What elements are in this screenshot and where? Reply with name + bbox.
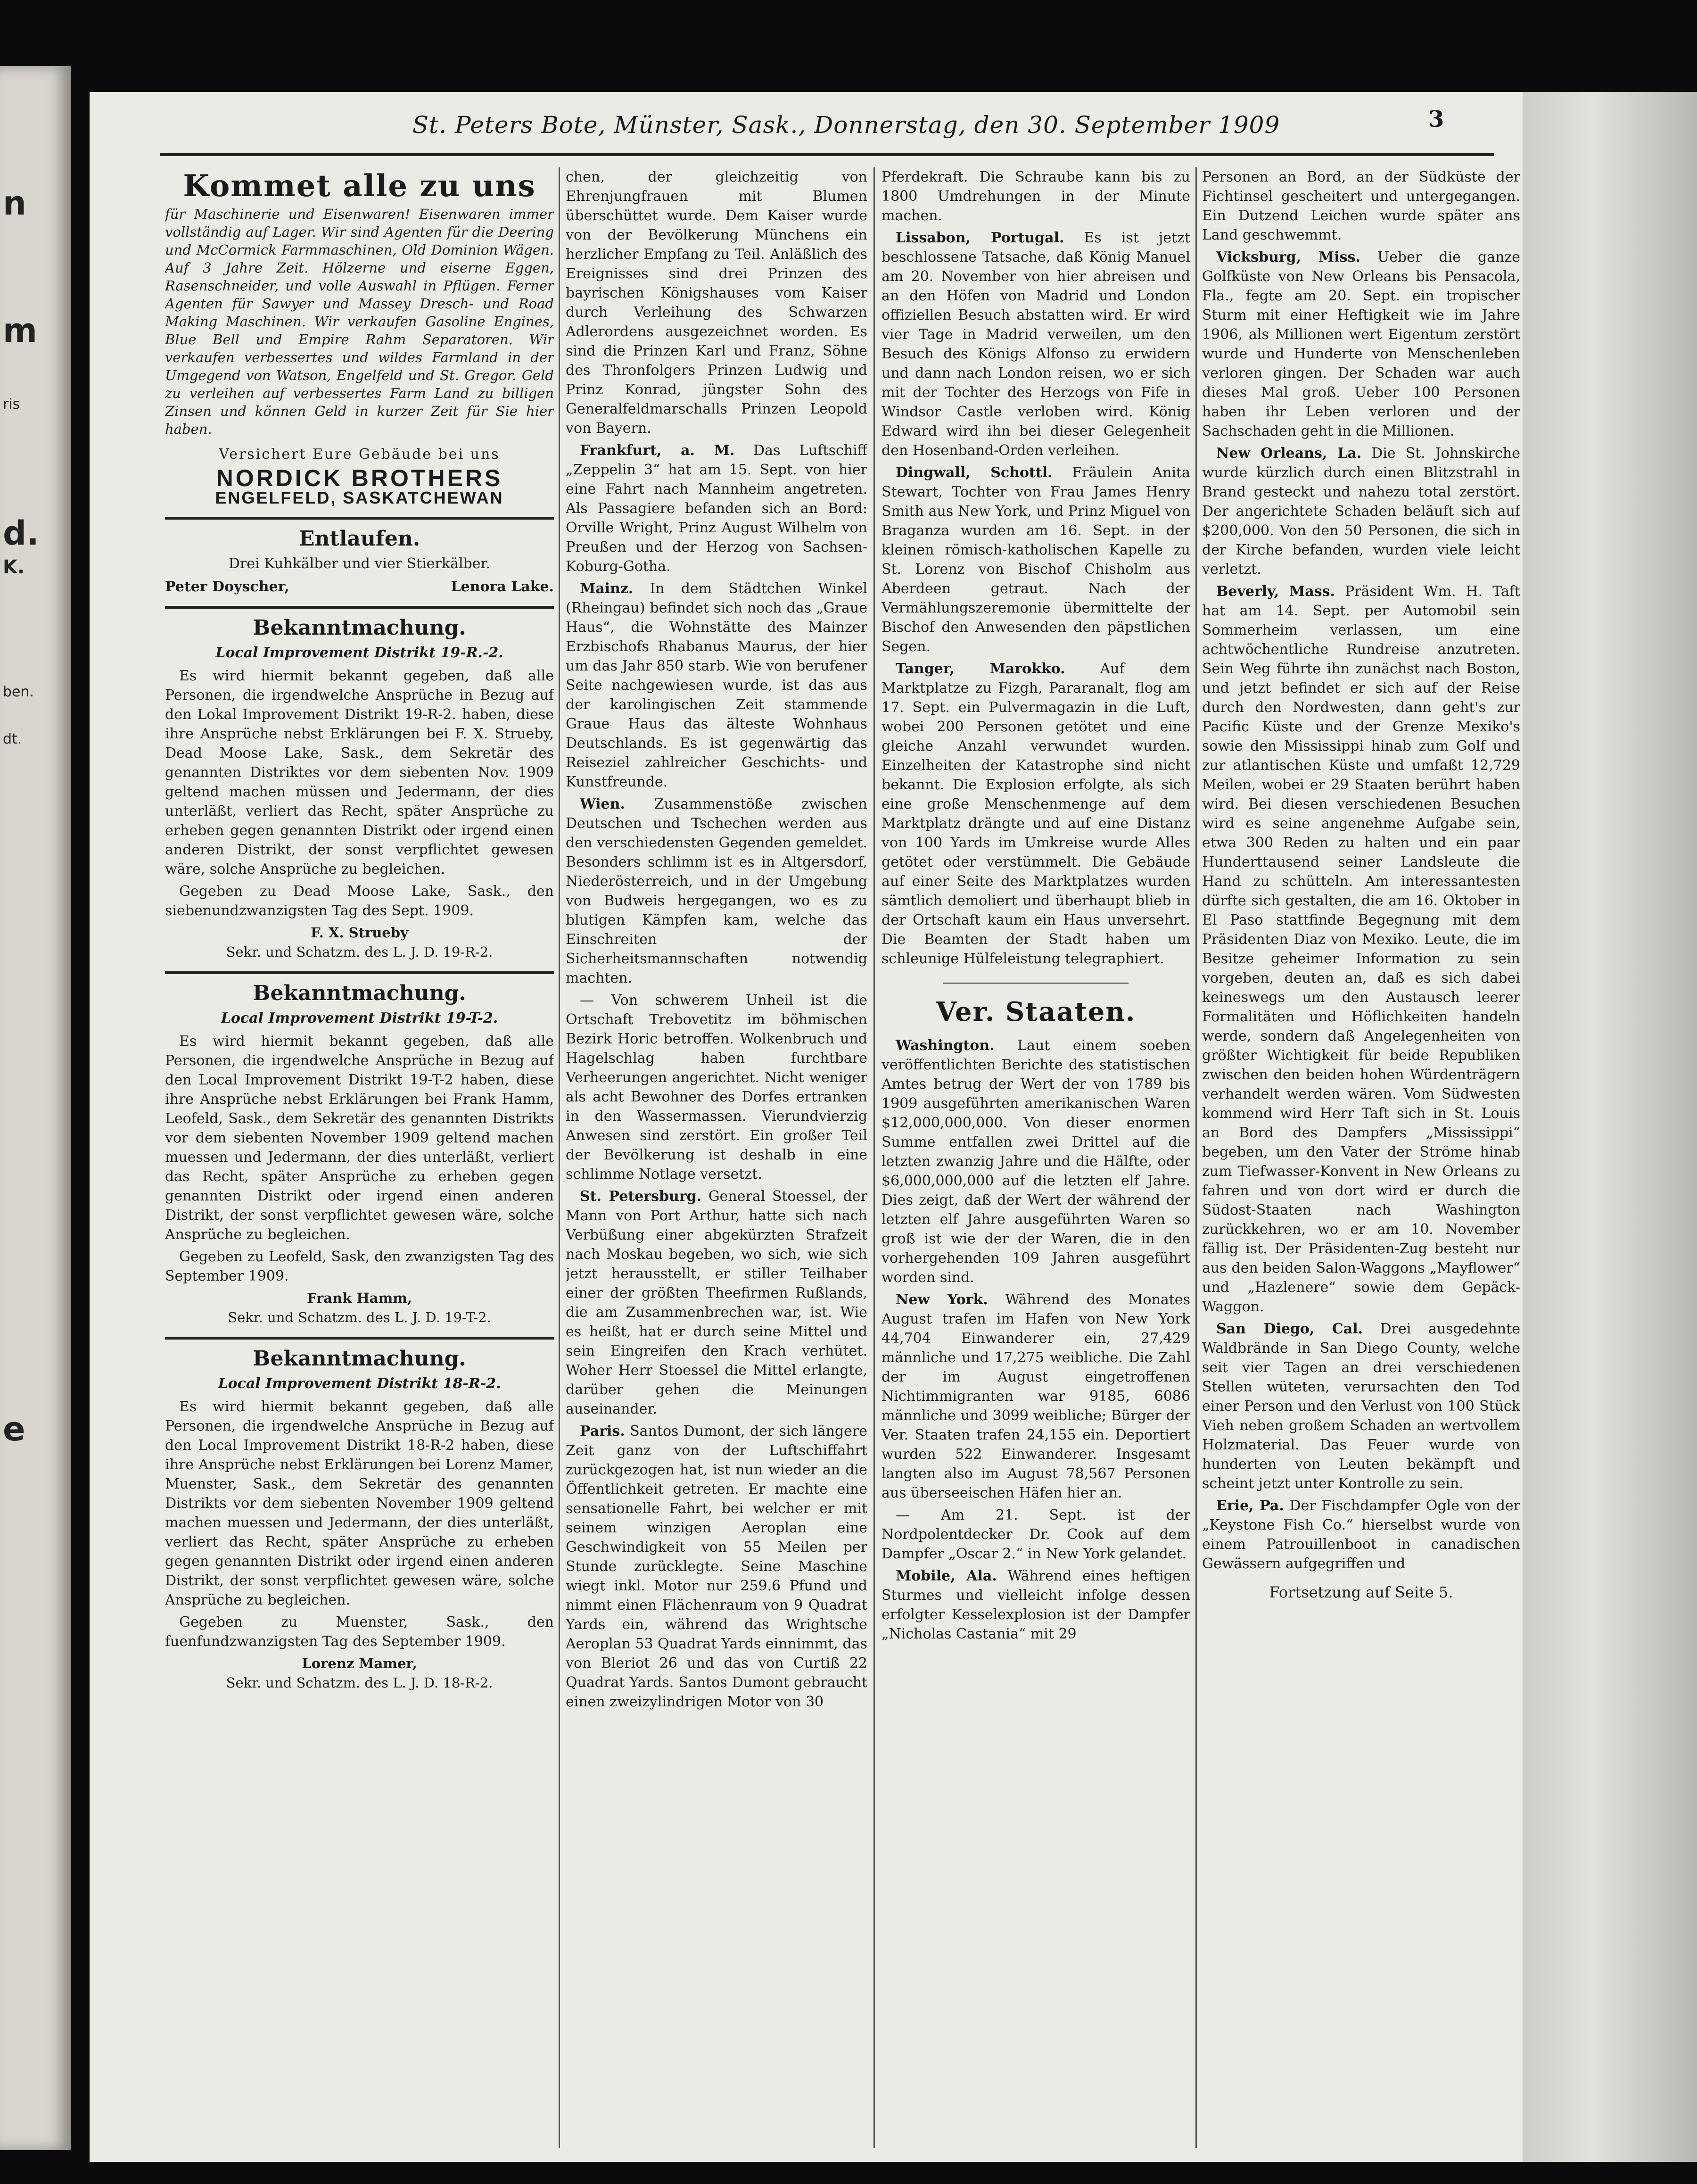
section-rule — [165, 606, 554, 609]
dateline: St. Petersburg. — [580, 1188, 702, 1205]
strip-fragment: e — [3, 1410, 25, 1448]
article-text: Während eines heftigen Sturmes und vielleicht infolge dessen erfolgter Kesselexplosion ist der Dampfer „Nicholas Castania“ mit 29 — [881, 1568, 1190, 1642]
notice-role: Sekr. und Schatzm. des L. J. D. 19-R-2. — [226, 944, 493, 960]
notice-given: Gegeben zu Muenster, Sask., den fuenfundzwanzigsten Tag des September 1909. — [165, 1614, 554, 1650]
notice-body: Es wird hiermit bekannt gegeben, daß alle Personen, die irgendwelche Ansprüche in Bezug auf den Local Improvement Distrikt 19-T-2 haben, diese ihre Ansprüche nebst Erklärungen bei Frank Hamm, Leofeld, Sask., dem Sekretär des genannten Distrikts vor dem siebenten November 1909 geltend machen muessen und Jedermann, der dies unterläßt, verliert das Recht, später Ansprüche zu erheben gegen genannten Distrikt oder irgend einen anderen Distrikt, der sonst verpflichtet gewesen wäre, solche Ansprüche zu begleichen. — [165, 1033, 554, 1243]
dateline: Wien. — [580, 796, 625, 812]
article-paragraph — [1202, 248, 1520, 441]
article-paragraph — [566, 1187, 867, 1419]
dateline: Washington. — [896, 1037, 995, 1054]
column-rule — [559, 167, 560, 2148]
notice-signature: F. X. Strueby — [311, 925, 408, 941]
article-paragraph — [881, 659, 1190, 968]
notice-given: Gegeben zu Dead Moose Lake, Sask., den siebenundzwanzigsten Tag des Sept. 1909. — [165, 883, 554, 919]
notice-title: Bekanntmachung. — [253, 981, 466, 1005]
advertisement — [165, 167, 554, 507]
notice-subtitle: Local Improvement Distrikt 18-R-2. — [218, 1375, 501, 1392]
page-number: 3 — [1428, 106, 1444, 132]
strip-fragment: n — [3, 184, 26, 223]
notice-signature: Frank Hamm, — [306, 1290, 412, 1306]
section-rule — [165, 971, 554, 974]
article-text: Es ist jetzt beschlossene Tatsache, daß König Manuel am 20. November von hier abreisen und an den Höfen von Madrid und London offiziellen Besuch abstatten wird. Er wird vier Tage in Madrid verweilen, um den Besuch des Königs Alfonso zu erwidern und dann nach London reisen, wo er sich mit der Tochter des Herzogs von Fife in Windsor Castle verloben wird. König Edward wird ihn bei dieser Gelegenheit den Hosenband-Orden verleihen. — [881, 230, 1190, 459]
page-edge — [1523, 92, 1697, 2162]
column-1 — [165, 167, 554, 2148]
ad-title: Kommet alle zu uns — [183, 168, 536, 204]
article-paragraph — [1202, 582, 1520, 1316]
strip-fragment: K. — [3, 556, 25, 578]
article-paragraph — [1202, 444, 1520, 579]
section-rule — [165, 517, 554, 520]
column-4 — [1202, 167, 1520, 2148]
continued-note: Fortsetzung auf Seite 5. — [1269, 1583, 1453, 1601]
dateline: Mainz. — [580, 580, 634, 597]
article-text: Santos Dumont, der sich längere Zeit ganz von der Luftschiffahrt zurückgezogen hat, ist nun wieder an die Öffentlichkeit getreten. Er machte eine sensationelle Fahrt, bei welcher er mit seinem winzigen Aeroplan eine Geschwindigkeit von 55 Meilen per Stunde zurücklegte. Seine Maschine wiegt inkl. Motor nur 259.6 Pfund und nimmt einen Flächenraum von 9 Quadrat Yards ein, während das Wrightsche Aeroplan 53 Quadrat Yards einnimmt, das von Bleriot 26 und das von Curtiß 22 Quadrat Yards. Santos Dumont gebraucht einen zweizylindrigen Motor von 30 — [566, 1423, 867, 1710]
dateline: Erie, Pa. — [1216, 1497, 1284, 1514]
article-text: Ueber die ganze Golfküste von New Orleans bis Pensacola, Fla., fegte am 20. Sept. ein tropischer Sturm mit einer Heftigkeit wie im Jahre 1906, als Millionen wert Eigentum zerstört wurde und Hunderte von Menschenleben verloren gingen. Der Schaden war auch dieses Mal groß. Ueber 100 Personen haben ihr Leben verloren und der Sachschaden geht in die Millionen. — [1202, 249, 1520, 439]
notice-signature: Lorenz Mamer, — [302, 1655, 417, 1671]
notice-name: Peter Doyscher, — [165, 579, 289, 595]
masthead: St. Peters Bote, Münster, Sask., Donnerstag, den 30. September 1909 — [412, 111, 1280, 139]
dateline: Tanger, Marokko. — [896, 661, 1065, 677]
notice-subtitle: Local Improvement Distrikt 19-T-2. — [221, 1010, 498, 1026]
article-paragraph — [566, 794, 867, 988]
dateline: Mobile, Ala. — [896, 1568, 997, 1584]
article-text: Zusammenstöße zwischen Deutschen und Tschechen werden aus den verschiedensten Gegenden gemeldet. Besonders schlimm ist es in Altgersdorf, Niederösterreich, und in der Umgebung von Budweis hergegangen, wo es zu blutigen Kämpfen kam, welche das Einschreiten der Sicherheitsmannschaften notwendig machten. — [566, 796, 867, 986]
article-paragraph — [881, 1036, 1190, 1287]
column-rule — [873, 167, 875, 2148]
article-paragraph — [881, 1566, 1190, 1644]
article-text: Drei ausgedehnte Waldbrände in San Diego County, welche seit vier Tagen an drei verschiedenen Stellen wüteten, verursachten den Tod einer Person und den Verlust von 100 Stück Vieh neben großem Schaden an wertvollem Holzmaterial. Das Feuer wurde von hunderten von Leuten bekämpft und scheint jetzt unter Kontrolle zu sein. — [1202, 1321, 1520, 1492]
article-text: Fräulein Anita Stewart, Tochter von Frau James Henry Smith aus New York, und Prinz Miguel von Braganza wurden am 16. Sept. in der kleinen römisch-katholischen Kapelle zu St. Lorenz von Bischof Chisholm aus Aberdeen getraut. Nach der Vermählungszeremonie übermittelte der Bischof den Anwesenden den päpstlichen Segen. — [881, 464, 1190, 655]
column-rule — [1195, 167, 1197, 2148]
article-paragraph — [566, 579, 867, 792]
article-text: Das Luftschiff „Zeppelin 3“ hat am 15. Sept. von hier eine Fahrt nach Mannheim angetreten. Als Passagiere befanden sich an Bord: Orville Wright, Prinz August Wilhelm von Preußen und der Herzog von Sachsen-Koburg-Gotha. — [566, 442, 867, 575]
column-2 — [566, 167, 867, 2148]
article-paragraph: Pferdekraft. Die Schraube kann bis zu 1800 Umdrehungen in der Minute machen. — [881, 169, 1190, 224]
dateline: Beverly, Mass. — [1216, 583, 1335, 600]
article-paragraph: — Am 21. Sept. ist der Nordpolentdecker Dr. Cook auf dem Dampfer „Oscar 2.“ in New York gelandet. — [881, 1507, 1190, 1562]
article-text: Auf dem Marktplatze zu Fizgh, Pararanalt, flog am 17. Sept. ein Pulvermagazin in die Luft, wobei 200 Personen getötet und eine gleiche Anzahl verwundet wurden. Einzelheiten der Katastrophe sind nicht bekannt. Die Explosion erfolgte, als sich eine große Menschenmenge auf dem Marktplatz drängte und auf eine Distanz von 100 Yards im Umkreise wurde Alles getötet oder verstümmelt. Die Gebäude auf einer Seite des Marktplatzes wurden sämtlich demoliert und überhaupt blieb in der Ortschaft kaum ein Haus unversehrt. Die Beamten der Stadt haben um schleunige Hülfeleistung telegraphiert. — [881, 661, 1190, 967]
notice-body: Es wird hiermit bekannt gegeben, daß alle Personen, die irgendwelche Ansprüche in Bezug auf den Local Improvement Distrikt 18-R-2 haben, diese ihre Ansprüche nebst Erklärungen bei Lorenz Mamer, Muenster, Sask., dem Sekretär des genannten Distrikts vor dem siebenten November 1909 geltend machen muessen und Jedermann, der dies unterläßt, verliert das Recht, später Ansprüche zu erheben gegen genannten Distrikt oder irgend einen anderen Distrikt, der sonst verpflichtet gewesen wäre, solche Ansprüche zu begleichen. — [165, 1398, 554, 1608]
article-paragraph — [881, 228, 1190, 460]
notice-role: Sekr. und Schatzm. des L. J. D. 18-R-2. — [226, 1675, 493, 1691]
section-heading: Ver. Staaten. — [936, 996, 1136, 1027]
dateline: Paris. — [580, 1423, 625, 1439]
header-rule — [160, 153, 1494, 156]
dateline: San Diego, Cal. — [1216, 1321, 1363, 1337]
dateline: Vicksburg, Miss. — [1216, 249, 1360, 265]
article-paragraph — [1202, 1496, 1520, 1573]
notice-title: Bekanntmachung. — [253, 1347, 466, 1371]
column-3 — [881, 167, 1190, 2148]
article-text: Der Fischdampfer Ogle von der „Keystone Fish Co.“ hierselbst wurde von einem Patrouillenboot in canadischen Gewässern aufgegriffen und — [1202, 1497, 1520, 1572]
article-paragraph: chen, der gleichzeitig von Ehrenjungfrauen mit Blumen überschüttet wurde. Dem Kaiser wurde von der Bevölkerung Münchens ein herzlicher Empfang zu Teil. Anläßlich des Ereignisses sind drei Prinzen des bayrischen Königshauses vom Kaiser durch Verleihung des Schwarzen Adlerordens ausgezeichnet worden. Es sind die Prinzen Karl und Franz, Söhne des Thronfolgers Prinzen Ludwig und Prinz Konrad, jüngster Sohn des Generalfeldmarschalls Prinzen Leopold von Bayern. — [566, 169, 867, 437]
dateline: Lissabon, Portugal. — [896, 230, 1064, 246]
dateline: New York. — [896, 1291, 988, 1308]
strip-fragment: d. — [3, 514, 39, 553]
ad-insurance-line: Versichert Eure Gebäude bei uns — [219, 446, 500, 463]
article-paragraph: — Von schwerem Unheil ist die Ortschaft Trebovetitz im böhmischen Bezirk Horic betroffen. Wolkenbruch und Hagelschlag haben furchtbare Verheerungen angerichtet. Nicht weniger als acht Bewohner des Dorfes ertranken in den Wassermassen. Vierundvierzig Anwesen sind zerstört. Ein großer Teil der Bevölkerung ist deshalb in eine schlimme Notlage versetzt. — [566, 992, 867, 1183]
article-paragraph — [881, 463, 1190, 656]
notice-role: Sekr. und Schatzm. des L. J. D. 19-T-2. — [228, 1309, 491, 1325]
section-rule — [943, 983, 1129, 984]
notice-signature-row — [165, 577, 554, 596]
article-paragraph: Personen an Bord, an der Südküste der Fichtinsel gescheitert und untergegangen. Ein Dutzend Leichen wurde später ans Land geschwemmt. — [1202, 169, 1520, 243]
article-text: General Stoessel, der Mann von Port Arthur, hatte sich nach Verbüßung einer abgekürzten Strafzeit nach Moskau begeben, wo sich, wie sich jetzt herausstellt, er stiller Teilhaber einer der größten Theefirmen Rußlands, die am Zusammenbrechen war, ist. Wie es heißt, hat er durch seine Mittel und sein Eingreifen den Krach verhütet. Woher Herr Stoessel die Mittel erlangte, darüber gehen die Meinungen auseinander. — [566, 1188, 867, 1417]
ad-brand: NORDICK BROTHERS — [216, 465, 503, 491]
notice-title: Bekanntmachung. — [253, 616, 466, 640]
article-paragraph — [566, 1422, 867, 1712]
article-text: Die St. Johnskirche wurde kürzlich durch einen Blitzstrahl in Brand gesteckt und nahezu total zerstört. Der angerichtete Schaden beläuft sich auf $200,000. Von den 50 Personen, die sich in der Kirche befanden, wurden viele leicht verletzt. — [1202, 445, 1520, 578]
article-paragraph — [566, 441, 867, 576]
article-paragraph — [1202, 1319, 1520, 1493]
article-text: Laut einem soeben veröffentlichten Berichte des statistischen Amtes betrug der Wert der von 1789 bis 1909 ausgeführten amerikanischen Waren $12,000,000,000. Von dieser enormen Summe entfallen zwei Drittel auf die letzten zwanzig Jahre und die Hälfte, oder $6,000,000,000 auf die letzten elf Jahre. Dies zeigt, daß der Wert der während der letzten elf Jahre ausgeführten Waren so groß ist wie der der Waren, die in den vorhergehenden 109 Jahren ausgeführt worden sind. — [881, 1037, 1190, 1286]
strip-fragment: m — [3, 311, 37, 350]
article-text: Während des Monates August trafen im Hafen von New York 44,704 Einwanderer ein, 27,429 männliche und 17,275 weibliche. Die Zahl der im August eingetroffenen Nichtimmigranten war 9185, 6086 männliche und 3099 weibliche; Bürger der Ver. Staaten trafen 24,155 ein. Deportiert wurden 522 Einwanderer. Insgesamt langten also im August 78,567 Personen aus überseeischen Häfen hier an. — [881, 1291, 1190, 1501]
strip-fragment: ris — [3, 396, 20, 413]
notice-title-entlaufen: Entlaufen. — [298, 527, 420, 551]
notice-body: Es wird hiermit bekannt gegeben, daß alle Personen, die irgendwelche Ansprüche in Bezug auf den Lokal Improvement Distrikt 19-R-2. haben, diese ihre Ansprüche nebst Erklärungen bei F. X. Strueby, Dead Moose Lake, Sask., dem Sekretär des genannten Distriktes vor dem siebenten Nov. 1909 geltend machen müssen und Jedermann, der dies unterläßt, verliert das Recht, später Ansprüche zu erheben gegen genannten Distrikt oder irgend einen anderen Distrikt, der sonst verpflichtet gewesen wäre, solche Ansprüche zu begleichen. — [165, 668, 554, 877]
section-rule — [165, 1337, 554, 1340]
ad-brand-place: ENGELFELD, SASKATCHEWAN — [215, 488, 504, 507]
notice-place: Lenora Lake. — [451, 579, 554, 595]
strip-fragment: ben. — [3, 684, 34, 700]
notice-subtitle: Local Improvement Distrikt 19-R.-2. — [215, 645, 503, 661]
dateline: Frankfurt, a. M. — [580, 442, 735, 459]
notice-given: Gegeben zu Leofeld, Sask, den zwanzigsten Tag des September 1909. — [165, 1249, 554, 1284]
newspaper-page — [90, 92, 1523, 2162]
dateline: Dingwall, Schottl. — [896, 464, 1053, 481]
strip-fragment: dt. — [3, 731, 22, 747]
article-text: In dem Städtchen Winkel (Rheingau) befindet sich noch das „Graue Haus“, die Wohnstätte des Mainzer Erzbischofs Rhabanus Maurus, der hier um das Jahr 850 starb. Wie von berufener Seite nachgewiesen wurde, ist das aus der karolingischen Zeit stammende Graue Haus das älteste Wohnhaus Deutschlands. Es ist gegenwärtig das Reiseziel zahlreicher Geschichts- und Kunstfreunde. — [566, 580, 867, 790]
dateline: New Orleans, La. — [1216, 445, 1362, 462]
article-text: Präsident Wm. H. Taft hat am 14. Sept. per Automobil sein Sommerheim verlassen, um eine achtwöchentliche Rundreise anzutreten. Sein Weg führte ihn zunächst nach Boston, und jetzt befindet er sich auf der Reise durch den Nordwesten, dann geht's zur Pacific Küste und der Grenze Mexiko's sowie den Mississippi hinab zum Golf und zur atlantischen Küste und umfaßt 12,729 Meilen, wobei er 29 Staaten berührt haben wird. Bei diesen verschiedenen Besuchen wird es seine angenehme Aufgabe sein, etwa 300 Reden zu halten und ein paar Hunderttausend seiner Landsleute die Hand zu schütteln. Am interessantesten dürfte sich gestalten, die am 16. Oktober in El Paso stattfinde Begegnung mit dem Präsidenten Diaz von Mexiko. Leute, die im Besitze geheimer Information zu sein vorgeben, deuten an, daß es sich dabei keineswegs um den Austausch leerer Formalitäten und Höflichkeiten handeln werde, sondern daß Angelegenheiten von größter Wichtigkeit für beide Republiken zwischen den beiden hohen Würdenträgern verhandelt werden wären. Vom Südwesten kommend wird Herr Taft sich in St. Louis an Bord des Dampfers „Mississippi“ begeben, um den Vater der Ströme hinab zum Tiefwasser-Konvent in New Orleans zu fahren und von dort wird er durch die Südost-Staaten nach Washington zurückkehren, wo er am 10. November fällig ist. Der Präsidenten-Zug besteht nur aus den beiden Salon-Waggons „Mayflower“ und „Hazlenere“ sowie dem Gepäck-Waggon. — [1202, 583, 1520, 1315]
article-paragraph — [881, 1290, 1190, 1503]
ad-body: für Maschinerie und Eisenwaren! Eisenwaren immer vollständig auf Lager. Wir sind Agenten für die Deering und McCormick Farmmaschinen, Old Dominion Wägen. Auf 3 Jahre Zeit. Hölzerne und eiserne Eggen, Rasenschneider, und volle Auswahl in Pflügen. Ferner Agenten für Sawyer und Massey Dresch- und Road Making Maschinen. Wir verkaufen Gasoline Engines, Blue Bell und Empire Rahm Separatoren. Wir verkaufen verbessertes und wildes Farmland in der Umgegend von Watson, Engelfeld und St. Gregor. Geld zu verleihen auf verbessertes Farm Land zu billigen Zinsen und können Geld in kurzer Zeit für Sie hier haben. — [165, 206, 554, 437]
notice-text: Drei Kuhkälber und vier Stierkälber. — [228, 555, 491, 572]
adjacent-page-strip — [0, 66, 71, 2150]
